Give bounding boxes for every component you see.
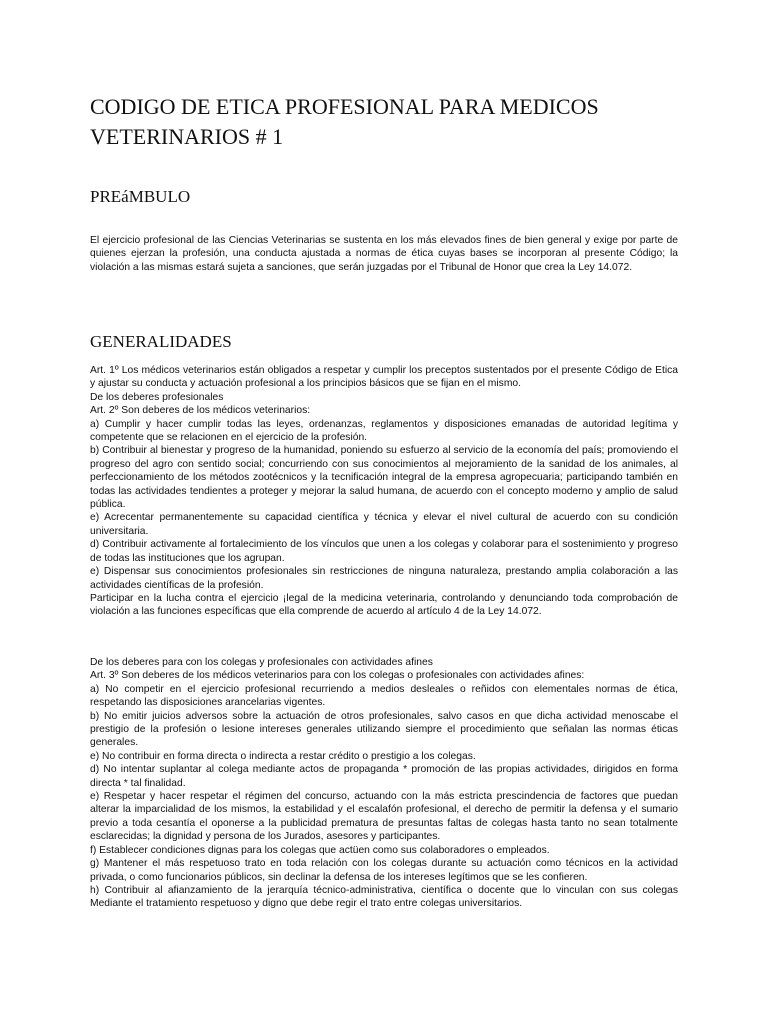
- paragraph: De los deberes profesionales: [90, 391, 224, 403]
- paragraph: f) Establecer condiciones dignas para los colegas que actüen como sus colaboradores o empleados.: [90, 844, 550, 856]
- paragraph: e) No contribuir en forma directa o indirecta a restar crédito o prestigio a los colegas.: [90, 750, 476, 762]
- paragraph: Art. 2º Son deberes de los médicos veterinarios:: [90, 405, 311, 417]
- paragraph: h) Contribuir al afianzamiento de la jerarquía técnico-administrativa, científica o docente que lo vinculan con sus colegas Mediante el tratamiento respetuoso y digno que debe regir el trato entre colegas universitarios.: [90, 884, 678, 910]
- generalidades-section: [90, 364, 678, 619]
- paragraph: b) Contribuir al bienestar y progreso de la humanidad, poniendo su esfuerzo al servicio de la economía del país; promoviendo el progreso del agro con sentido social; concurriendo con sus conocimientos al mejoramiento de la sanidad de los animales, al perfeccionamiento de los métodos zootécnicos y la tecnificación integral de la empresa agropecuaria; participando también en todas las actividades tendientes a proteger y mejorar la salud humana, de acuerdo con el concepto moderno y amplio de salud pública.: [90, 445, 678, 511]
- paragraph: b) No emitir juicios adversos sobre la actuación de otros profesionales, salvo casos en que dicha actividad menoscabe el prestigio de la profesión o lesione intereses generales utilizando siempre el procedimiento que señalan las normas éticas generales.: [90, 710, 678, 749]
- paragraph: a) No competir en el ejercicio profesional recurriendo a medios desleales o reñidos con elementales normas de ética, respetando las disposiciones arancelarias vigentes.: [90, 683, 678, 709]
- paragraph: g) Mantener el más respetuoso trato en toda relación con los colegas durante su actuación como técnicos en la actividad privada, o como funcionarios públicos, sin declinar la defensa de los intereses legítimos que se les confieren.: [90, 858, 678, 883]
- paragraph: Participar en la lucha contra el ejercicio ¡legal de la medicina veterinaria, controlando y denunciando toda comprobación de violación a las funciones específicas que ella comprende de acuerdo al artículo 4 de la Ley 14.072.: [90, 592, 678, 618]
- paragraph: d) No intentar suplantar al colega mediante actos de propaganda * promoción de las propias actividades, dirigidos en forma directa * tal finalidad.: [90, 764, 678, 789]
- preambulo-text: [90, 234, 678, 274]
- paragraph: Art. 3º Son deberes de los médicos veterinarios para con los colegas o profesionales con actividades afines:: [90, 670, 585, 682]
- colegas-section: [90, 656, 678, 911]
- generalidades-heading: GENERALIDADES: [90, 332, 232, 351]
- paragraph: a) Cumplir y hacer cumplir todas las leyes, ordenanzas, reglamentos y disposiciones emanadas de autoridad legítima y competente que se relacionen en el ejercicio de la profesión.: [90, 418, 678, 444]
- paragraph: e) Dispensar sus conocimientos profesionales sin restricciones de ninguna naturaleza, prestando amplia colaboración a las actividades científicas de la profesión.: [90, 566, 678, 591]
- section-subheading: De los deberes para con los colegas y profesionales con actividades afines: [90, 657, 433, 668]
- paragraph: El ejercicio profesional de las Ciencias Veterinarias se sustenta en los más elevados fines de bien general y exige por parte de quienes ejerzan la profesión, una conducta ajustada a normas de ética cuyas bases se incorporan al presente Código; la violación a las mismas estará sujeta a sanciones, que serán juzgadas por el Tribunal de Honor que crea la Ley 14.072.: [90, 235, 678, 273]
- paragraph: Art. 1º Los médicos veterinarios están obligados a respetar y cumplir los preceptos sustentados por el presente Código de Etica y ajustar su conducta y actuación profesional a los principios básicos que se fijan en el mismo.: [90, 365, 678, 390]
- preambulo-heading: PREáMBULO: [90, 187, 191, 206]
- document-title: CODIGO DE ETICA PROFESIONAL PARA MEDICOS VETERINARIOS # 1: [90, 94, 599, 149]
- paragraph: e) Respetar y hacer respetar el régimen del concurso, actuando con la más estricta prescindencia de factores que puedan alterar la imparcialidad de los mismos, la estabilidad y el escalafón profesional, el derecho de permitir la defensa y el sumario previo a toda cesantía el oponerse a la publicidad prematura de presuntas faltas de colegas hasta tanto no sean totalmente esclarecidas; la dignidad y persona de los Jurados, asesores y participantes.: [90, 791, 678, 843]
- paragraph: d) Contribuir activamente al fortalecimiento de los vínculos que unen a los colegas y colaborar para el sostenimiento y progreso de todas las instituciones que los agrupan.: [90, 539, 678, 564]
- paragraph: e) Acrecentar permanentemente su capacidad científica y técnica y elevar el nivel cultural de acuerdo con su condición universitaria.: [90, 512, 678, 537]
